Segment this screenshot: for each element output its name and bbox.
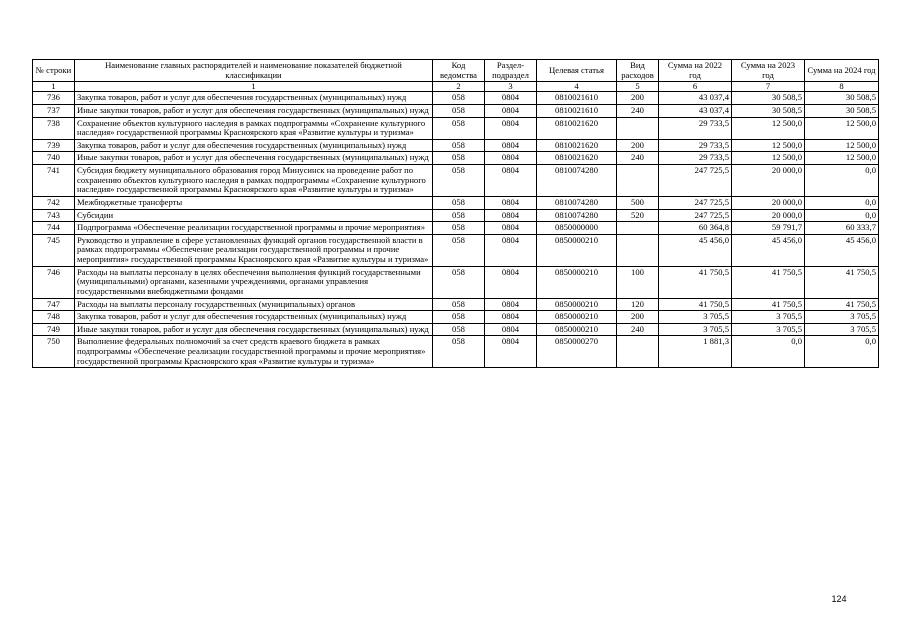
item-name: Руководство и управление в сфере установленных функций органов государственной власти в рамках подпрограммы «Обеспечение реализации государственной программы и прочие мероприятия» государственной программы Красноярского края «Развитие культуры и туризма» [75, 234, 433, 266]
department-code: 058 [433, 196, 485, 209]
sum-2023: 30 508,5 [732, 104, 805, 117]
sum-2022: 43 037,4 [659, 104, 732, 117]
expense-type-code: 200 [617, 311, 659, 324]
section-code: 0804 [485, 196, 537, 209]
sum-2022: 247 725,5 [659, 209, 732, 222]
target-item-code: 0810021620 [537, 152, 617, 165]
expense-type-code [617, 234, 659, 266]
expense-type-code: 240 [617, 323, 659, 336]
column-number: 1 [75, 82, 433, 92]
sum-2023: 41 750,5 [732, 298, 805, 311]
column-number: 7 [732, 82, 805, 92]
sum-2023: 45 456,0 [732, 234, 805, 266]
target-item-code: 0850000000 [537, 222, 617, 235]
sum-2024: 12 500,0 [805, 117, 879, 139]
sum-2022: 29 733,5 [659, 117, 732, 139]
header-sum-2023: Сумма на 2023 год [732, 60, 805, 82]
sum-2022: 41 750,5 [659, 266, 732, 298]
expense-type-code [617, 222, 659, 235]
budget-table [32, 59, 879, 368]
expense-type-code [617, 117, 659, 139]
sum-2024: 0,0 [805, 196, 879, 209]
sum-2022: 247 725,5 [659, 196, 732, 209]
sum-2023: 3 705,5 [732, 323, 805, 336]
section-code: 0804 [485, 266, 537, 298]
row-number: 745 [33, 234, 75, 266]
sum-2023: 30 508,5 [732, 92, 805, 105]
table-row [33, 117, 879, 139]
section-code: 0804 [485, 311, 537, 324]
sum-2024: 12 500,0 [805, 152, 879, 165]
department-code: 058 [433, 298, 485, 311]
header-row [33, 60, 879, 82]
sum-2022: 41 750,5 [659, 298, 732, 311]
sum-2024: 41 750,5 [805, 298, 879, 311]
table-row [33, 139, 879, 152]
header-name: Наименование главных распорядителей и наименование показателей бюджетной классификации [75, 60, 433, 82]
department-code: 058 [433, 222, 485, 235]
target-item-code: 0810021620 [537, 139, 617, 152]
item-name: Иные закупки товаров, работ и услуг для обеспечения государственных (муниципальных) нужд [75, 104, 433, 117]
column-number: 3 [485, 82, 537, 92]
sum-2023: 12 500,0 [732, 139, 805, 152]
row-number: 743 [33, 209, 75, 222]
expense-type-code [617, 336, 659, 368]
sum-2024: 0,0 [805, 165, 879, 197]
item-name: Закупка товаров, работ и услуг для обеспечения государственных (муниципальных) нужд [75, 139, 433, 152]
section-code: 0804 [485, 152, 537, 165]
section-code: 0804 [485, 323, 537, 336]
sum-2024: 30 508,5 [805, 104, 879, 117]
item-name: Субсидия бюджету муниципального образования город Минусинск на проведение работ по сохранению объектов культурного наследия в рамках подпрограммы «Сохранение культурного наследия» государственной программы Красноярского края «Развитие культуры и туризма» [75, 165, 433, 197]
row-number: 736 [33, 92, 75, 105]
header-row-number: № строки [33, 60, 75, 82]
section-code: 0804 [485, 139, 537, 152]
sum-2023: 3 705,5 [732, 311, 805, 324]
column-number: 8 [805, 82, 879, 92]
sum-2024: 3 705,5 [805, 323, 879, 336]
sum-2023: 20 000,0 [732, 209, 805, 222]
sum-2022: 60 364,8 [659, 222, 732, 235]
table-row [33, 209, 879, 222]
sum-2022: 29 733,5 [659, 152, 732, 165]
sum-2022: 43 037,4 [659, 92, 732, 105]
table-row [33, 298, 879, 311]
section-code: 0804 [485, 298, 537, 311]
header-section: Раздел-подраздел [485, 60, 537, 82]
section-code: 0804 [485, 104, 537, 117]
department-code: 058 [433, 152, 485, 165]
table-row [33, 152, 879, 165]
sum-2022: 45 456,0 [659, 234, 732, 266]
table-row [33, 323, 879, 336]
item-name: Расходы на выплаты персоналу государственных (муниципальных) органов [75, 298, 433, 311]
expense-type-code: 200 [617, 92, 659, 105]
department-code: 058 [433, 117, 485, 139]
sum-2022: 3 705,5 [659, 323, 732, 336]
item-name: Межбюджетные трансферты [75, 196, 433, 209]
expense-type-code: 500 [617, 196, 659, 209]
row-number: 749 [33, 323, 75, 336]
row-number: 742 [33, 196, 75, 209]
table-row [33, 92, 879, 105]
header-sum-2022: Сумма на 2022 год [659, 60, 732, 82]
header-expense-type: Вид расходов [617, 60, 659, 82]
table-body [33, 92, 879, 368]
sum-2023: 12 500,0 [732, 117, 805, 139]
row-number: 746 [33, 266, 75, 298]
section-code: 0804 [485, 165, 537, 197]
sum-2022: 3 705,5 [659, 311, 732, 324]
page-number: 124 [831, 594, 847, 604]
table-row [33, 266, 879, 298]
target-item-code: 0810021610 [537, 92, 617, 105]
row-number: 740 [33, 152, 75, 165]
sum-2023: 59 791,7 [732, 222, 805, 235]
column-number: 4 [537, 82, 617, 92]
sum-2022: 1 881,3 [659, 336, 732, 368]
item-name: Выполнение федеральных полномочий за счет средств краевого бюджета в рамках подпрограммы «Обеспечение реализации государственной программы и прочие мероприятия» государственной программы Красноярского края «Развитие культуры и туризма» [75, 336, 433, 368]
expense-type-code: 120 [617, 298, 659, 311]
expense-type-code: 240 [617, 104, 659, 117]
row-number: 747 [33, 298, 75, 311]
header-target-item: Целевая статья [537, 60, 617, 82]
column-number: 1 [33, 82, 75, 92]
table-row [33, 222, 879, 235]
row-number: 738 [33, 117, 75, 139]
target-item-code: 0850000210 [537, 298, 617, 311]
department-code: 058 [433, 336, 485, 368]
sum-2024: 45 456,0 [805, 234, 879, 266]
department-code: 058 [433, 234, 485, 266]
section-code: 0804 [485, 117, 537, 139]
item-name: Субсидии [75, 209, 433, 222]
item-name: Иные закупки товаров, работ и услуг для обеспечения государственных (муниципальных) нужд [75, 323, 433, 336]
section-code: 0804 [485, 209, 537, 222]
sum-2023: 41 750,5 [732, 266, 805, 298]
target-item-code: 0850000210 [537, 234, 617, 266]
row-number: 748 [33, 311, 75, 324]
expense-type-code: 520 [617, 209, 659, 222]
item-name: Закупка товаров, работ и услуг для обеспечения государственных (муниципальных) нужд [75, 311, 433, 324]
header-department-code: Код ведомства [433, 60, 485, 82]
table-row [33, 165, 879, 197]
target-item-code: 0810021620 [537, 117, 617, 139]
target-item-code: 0810074280 [537, 196, 617, 209]
item-name: Расходы на выплаты персоналу в целях обеспечения выполнения функций государственными (муниципальными) органами, казенными учреждениями, органами управления государственными внебюджетными фондами [75, 266, 433, 298]
header-sum-2024: Сумма на 2024 год [805, 60, 879, 82]
department-code: 058 [433, 104, 485, 117]
sum-2023: 0,0 [732, 336, 805, 368]
expense-type-code: 240 [617, 152, 659, 165]
target-item-code: 0810074280 [537, 209, 617, 222]
table-row [33, 196, 879, 209]
item-name: Закупка товаров, работ и услуг для обеспечения государственных (муниципальных) нужд [75, 92, 433, 105]
row-number: 741 [33, 165, 75, 197]
table-row [33, 234, 879, 266]
row-number: 744 [33, 222, 75, 235]
table-row [33, 311, 879, 324]
department-code: 058 [433, 139, 485, 152]
table-row [33, 104, 879, 117]
sum-2024: 3 705,5 [805, 311, 879, 324]
row-number: 737 [33, 104, 75, 117]
sum-2022: 247 725,5 [659, 165, 732, 197]
item-name: Подпрограмма «Обеспечение реализации государственной программы и прочие мероприятия» [75, 222, 433, 235]
sum-2024: 0,0 [805, 209, 879, 222]
sum-2024: 41 750,5 [805, 266, 879, 298]
sum-2024: 60 333,7 [805, 222, 879, 235]
department-code: 058 [433, 311, 485, 324]
department-code: 058 [433, 323, 485, 336]
item-name: Сохранение объектов культурного наследия в рамках подпрограммы «Сохранение культурного наследия» государственной программы Красноярского края «Развитие культуры и туризма» [75, 117, 433, 139]
sum-2024: 12 500,0 [805, 139, 879, 152]
column-number: 5 [617, 82, 659, 92]
section-code: 0804 [485, 222, 537, 235]
department-code: 058 [433, 165, 485, 197]
department-code: 058 [433, 266, 485, 298]
target-item-code: 0810074280 [537, 165, 617, 197]
row-number: 750 [33, 336, 75, 368]
column-number-row [33, 82, 879, 92]
sum-2022: 29 733,5 [659, 139, 732, 152]
table-row [33, 336, 879, 368]
item-name: Иные закупки товаров, работ и услуг для обеспечения государственных (муниципальных) нужд [75, 152, 433, 165]
sum-2024: 30 508,5 [805, 92, 879, 105]
column-number: 6 [659, 82, 732, 92]
sum-2023: 20 000,0 [732, 165, 805, 197]
target-item-code: 0850000210 [537, 323, 617, 336]
row-number: 739 [33, 139, 75, 152]
target-item-code: 0850000270 [537, 336, 617, 368]
sum-2024: 0,0 [805, 336, 879, 368]
department-code: 058 [433, 209, 485, 222]
target-item-code: 0850000210 [537, 311, 617, 324]
expense-type-code: 200 [617, 139, 659, 152]
target-item-code: 0810021610 [537, 104, 617, 117]
sum-2023: 12 500,0 [732, 152, 805, 165]
section-code: 0804 [485, 234, 537, 266]
section-code: 0804 [485, 92, 537, 105]
target-item-code: 0850000210 [537, 266, 617, 298]
expense-type-code: 100 [617, 266, 659, 298]
column-number: 2 [433, 82, 485, 92]
expense-type-code [617, 165, 659, 197]
sum-2023: 20 000,0 [732, 196, 805, 209]
department-code: 058 [433, 92, 485, 105]
section-code: 0804 [485, 336, 537, 368]
